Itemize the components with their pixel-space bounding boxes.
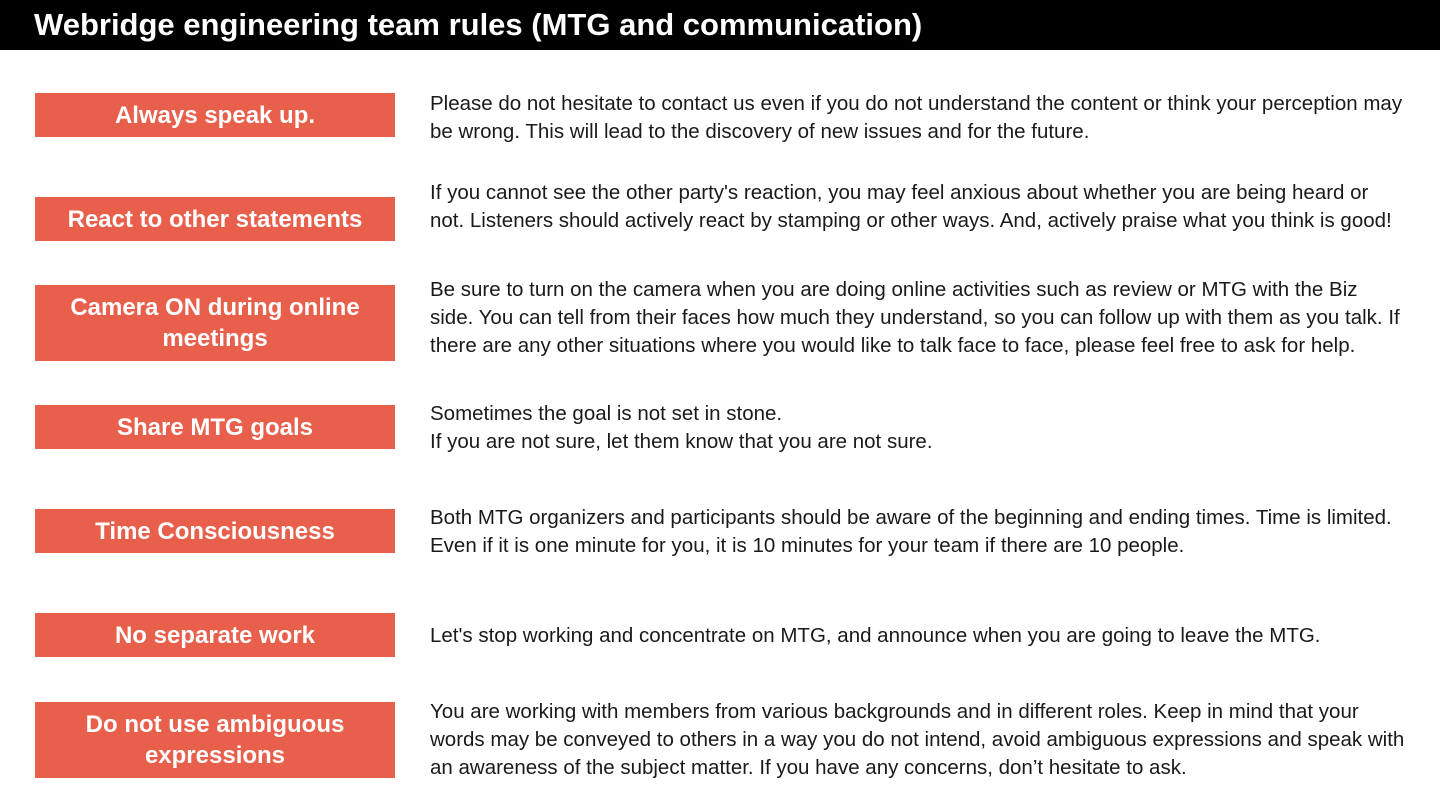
rule-text-line: Both MTG organizers and participants should be aware of the beginning and ending times. Time is limited. bbox=[430, 506, 1392, 529]
rule-text-react bbox=[430, 179, 1405, 235]
rule-text-line: Even if it is one minute for you, it is 10 minutes for your team if there are 10 people. bbox=[430, 534, 1185, 557]
rule-label-ambiguous: Do not use ambiguous expressions bbox=[35, 702, 395, 778]
rule-text-ambiguous bbox=[430, 698, 1405, 782]
page-title: Webridge engineering team rules (MTG and communication) bbox=[34, 7, 923, 42]
rule-label-time: Time Consciousness bbox=[35, 509, 395, 553]
rule-label-no-separate-work: No separate work bbox=[35, 613, 395, 657]
rule-text-share-goals bbox=[430, 400, 1405, 456]
rule-label-share-goals: Share MTG goals bbox=[35, 405, 395, 449]
rule-label-camera-on: Camera ON during online meetings bbox=[35, 285, 395, 361]
rule-text-no-separate-work bbox=[430, 622, 1405, 650]
rule-text-time bbox=[430, 504, 1405, 560]
header-bar bbox=[0, 0, 1440, 50]
rule-text-line: Sometimes the goal is not set in stone. bbox=[430, 402, 783, 425]
rule-text-line: You are working with members from various backgrounds and in different roles. Keep in mind that your words may be conveyed to others in a way you do not intend, avoid ambiguous expressions and speak with an awareness of the subject matter. If you have any concerns, don’t hesitate to ask. bbox=[430, 700, 1405, 779]
rule-text-line: If you are not sure, let them know that you are not sure. bbox=[430, 430, 933, 453]
rule-text-speak-up bbox=[430, 90, 1405, 146]
rule-text-line: Let's stop working and concentrate on MTG, and announce when you are going to leave the MTG. bbox=[430, 624, 1321, 647]
rule-text-camera-on bbox=[430, 276, 1405, 360]
rule-label-speak-up: Always speak up. bbox=[35, 93, 395, 137]
rule-label-react: React to other statements bbox=[35, 197, 395, 241]
rule-text-line: Be sure to turn on the camera when you are doing online activities such as review or MTG with the Biz side. You can tell from their faces how much they understand, so you can follow up with them as you talk. If there are any other situations where you would like to talk face to face, please feel free to ask for help. bbox=[430, 278, 1400, 357]
rule-text-line: Please do not hesitate to contact us even if you do not understand the content or think your perception may be wrong. This will lead to the discovery of new issues and for the future. bbox=[430, 92, 1403, 143]
rule-text-line: If you cannot see the other party's reaction, you may feel anxious about whether you are being heard or not. Listeners should actively react by stamping or other ways. And, actively praise what you think is good! bbox=[430, 181, 1392, 232]
